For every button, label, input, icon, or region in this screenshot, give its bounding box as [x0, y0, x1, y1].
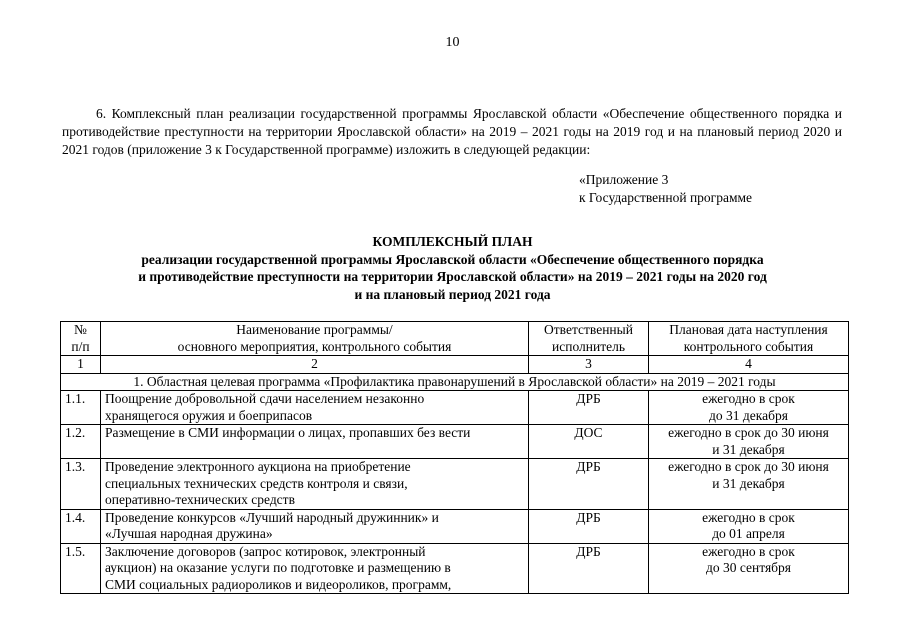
row-responsible: ДРБ [529, 543, 649, 594]
row-date-line: ежегодно в срок [702, 391, 795, 406]
row-date-line: ежегодно в срок до 30 июня [668, 425, 829, 440]
row-name [101, 459, 529, 510]
row-date-line: ежегодно в срок [702, 543, 795, 559]
title-line-2: реализации государственной программы Ярославской области «Обеспечение общественного порядка [141, 251, 764, 267]
row-date [649, 459, 849, 510]
row-name-line: Заключение договоров (запрос котировок, электронный [105, 543, 426, 559]
row-name-line: аукцион) на оказание услуги по подготовке и размещению в [105, 560, 451, 575]
row-date [649, 391, 849, 425]
row-name [101, 543, 529, 594]
row-responsible: ДРБ [529, 459, 649, 510]
row-responsible: ДОС [529, 425, 649, 459]
row-date [649, 425, 849, 459]
row-date-line: до 01 апреля [712, 526, 785, 541]
row-name-line: Размещение в СМИ информации о лицах, пропавших без вести [105, 425, 471, 440]
row-date-line: и 31 декабря [712, 475, 785, 491]
row-number: 1.4. [61, 509, 101, 543]
table-row [61, 509, 849, 543]
row-name-line: специальных технических средств контроля и связи, [105, 475, 408, 491]
section-row [61, 373, 849, 391]
table-row [61, 391, 849, 425]
row-name [101, 391, 529, 425]
header-num-line-1: № [74, 322, 87, 337]
row-date-line: ежегодно в срок [702, 509, 795, 525]
appendix-line-1: «Приложение 3 [579, 172, 669, 187]
header-resp-line-1: Ответственный [544, 322, 633, 337]
row-responsible: ДРБ [529, 391, 649, 425]
row-name-line: Проведение электронного аукциона на приобретение [105, 459, 411, 474]
row-name-line: «Лучшая народная дружина» [105, 526, 273, 541]
row-date [649, 509, 849, 543]
appendix-reference [579, 171, 752, 207]
row-number: 1.5. [61, 543, 101, 594]
row-date-line: и 31 декабря [712, 441, 785, 457]
title-line-3: и противодействие преступности на территории Ярославской области» на 2019 – 2021 годы на 2020 год [138, 269, 767, 284]
row-name-line: оперативно-технических средств [105, 492, 295, 507]
row-name-line: Проведение конкурсов «Лучший народный дружинник» и [105, 509, 439, 525]
table-header-row [61, 322, 849, 356]
row-number: 1.3. [61, 459, 101, 510]
table-row [61, 425, 849, 459]
appendix-line-2: к Государственной программе [579, 190, 753, 205]
row-responsible: ДРБ [529, 509, 649, 543]
table-row [61, 543, 849, 594]
page-number: 10 [445, 35, 460, 50]
row-number: 1.1. [61, 391, 101, 425]
intro-paragraph: 6. Комплексный план реализации государственной программы Ярославской области «Обеспечение общественного порядка и противодействие преступности на территории Ярославской области» на 2019 – 2021 годы на 2019 год и на плановый период 2020 и 2021 годов (приложение 3 к Государственной программе) изложить в следующей редакции: [62, 106, 842, 157]
plan-table [60, 321, 849, 594]
header-name-line-1: Наименование программы/ [236, 322, 393, 337]
header-date [649, 322, 849, 356]
header-responsible [529, 322, 649, 356]
row-date-line: до 31 декабря [709, 407, 788, 423]
row-date-line: ежегодно в срок до 30 июня [668, 459, 829, 474]
row-name-line: Поощрение добровольной сдачи населением незаконно [105, 391, 425, 406]
document-title [0, 233, 905, 303]
header-name [101, 322, 529, 356]
row-name-line: СМИ социальных радиороликов и видеороликов, программ, [105, 576, 452, 592]
header-date-line-1: Плановая дата наступления [669, 322, 828, 337]
header-num [61, 322, 101, 356]
column-number: 3 [529, 356, 649, 374]
header-num-line-2: п/п [71, 338, 90, 354]
row-date-line: до 30 сентября [705, 560, 791, 575]
column-number: 2 [101, 356, 529, 374]
table-row [61, 459, 849, 510]
row-name-line: хранящегося оружия и боеприпасов [105, 407, 313, 423]
row-name [101, 425, 529, 459]
header-resp-line-2: исполнитель [552, 338, 625, 354]
title-line-4: и на плановый период 2021 года [354, 286, 551, 302]
column-number: 4 [649, 356, 849, 374]
section-title: 1. Областная целевая программа «Профилактика правонарушений в Ярославской области» на 2019 – 2021 годы [61, 373, 849, 391]
header-date-line-2: контрольного события [683, 338, 814, 354]
row-date [649, 543, 849, 594]
row-number: 1.2. [61, 425, 101, 459]
row-name [101, 509, 529, 543]
column-number: 1 [61, 356, 101, 374]
title-line-1: КОМПЛЕКСНЫЙ ПЛАН [372, 234, 533, 249]
header-name-line-2: основного мероприятия, контрольного события [177, 338, 452, 354]
column-number-row [61, 356, 849, 374]
